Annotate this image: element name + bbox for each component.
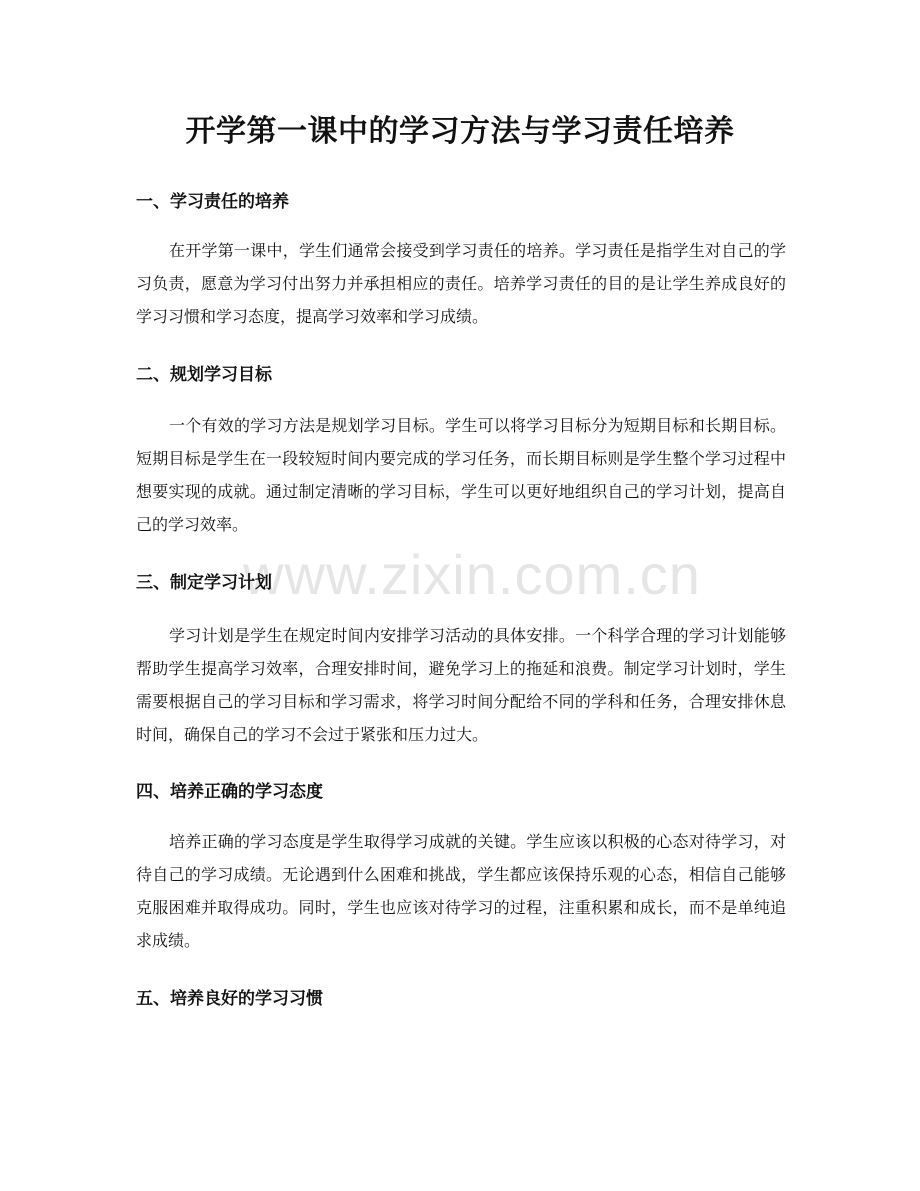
- section-heading-5: 五、培养良好的学习习惯: [136, 989, 323, 1009]
- section-heading-1: 一、学习责任的培养: [136, 192, 289, 212]
- section-paragraph-2: 一个有效的学习方法是规划学习目标。学生可以将学习目标分为短期目标和长期目标。短期目标是学生在一段较短时间内要完成的学习任务，而长期目标则是学生整个学习过程中想要实现的成就。通过制定清晰的学习目标，学生可以更好地组织自己的学习计划，提高自己的学习效率。: [136, 416, 786, 534]
- section-heading-2: 二、规划学习目标: [136, 365, 272, 385]
- section-heading-3: 三、制定学习计划: [136, 573, 272, 593]
- document-title: 开学第一课中的学习方法与学习责任培养: [185, 114, 735, 149]
- section-paragraph-3: 学习计划是学生在规定时间内安排学习活动的具体安排。一个科学合理的学习计划能够帮助学生提高学习效率，合理安排时间，避免学习上的拖延和浪费。制定学习计划时，学生需要根据自己的学习目标和学习需求，将学习时间分配给不同的学科和任务，合理安排休息时间，确保自己的学习不会过于紧张和压力过大。: [136, 626, 786, 744]
- section-paragraph-1: 在开学第一课中，学生们通常会接受到学习责任的培养。学习责任是指学生对自己的学习负责，愿意为学习付出努力并承担相应的责任。培养学习责任的目的是让学生养成良好的学习习惯和学习态度，提高学习效率和学习成绩。: [136, 241, 786, 326]
- watermark: www.zixin.com.cn: [243, 543, 701, 606]
- section-paragraph-4: 培养正确的学习态度是学生取得学习成就的关键。学生应该以积极的心态对待学习，对待自己的学习成绩。无论遇到什么困难和挑战，学生都应该保持乐观的心态，相信自己能够克服困难并取得成功。同时，学生也应该对待学习的过程，注重积累和成长，而不是单纯追求成绩。: [136, 832, 786, 950]
- section-heading-4: 四、培养正确的学习态度: [136, 782, 323, 802]
